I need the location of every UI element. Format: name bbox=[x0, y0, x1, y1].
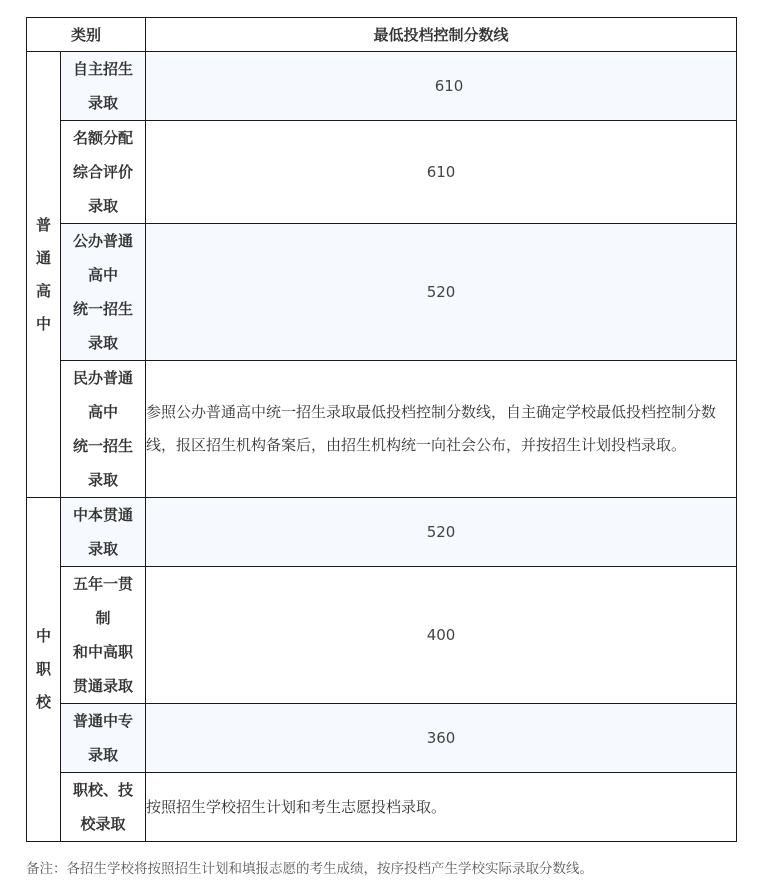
table-row bbox=[27, 121, 737, 224]
row-description: 参照公办普通高中统一招生录取最低投档控制分数线，自主确定学校最低投档控制分数线，报区招生机构备案后，由招生机构统一向社会公布，并按招生计划投档录取。 bbox=[146, 361, 737, 498]
row-type: 普通中专 录取 bbox=[61, 704, 146, 773]
header-category: 类别 bbox=[27, 18, 146, 52]
row-type: 自主招生 录取 bbox=[61, 52, 146, 121]
footnote: 备注：各招生学校将按照招生计划和填报志愿的考生成绩，按序投档产生学校实际录取分数线。 bbox=[26, 861, 593, 877]
admission-score-table bbox=[26, 17, 737, 842]
group-vocational-school bbox=[27, 498, 61, 842]
table-row bbox=[27, 361, 737, 498]
row-score: 360 bbox=[146, 704, 737, 773]
group-general-high-school bbox=[27, 52, 61, 498]
table-row bbox=[27, 498, 737, 567]
table-row bbox=[27, 224, 737, 361]
row-score: 400 bbox=[146, 567, 737, 704]
group-label: 中职校 bbox=[35, 627, 51, 711]
row-score: 610 bbox=[146, 52, 737, 121]
row-type: 五年一贯 制 和中高职 贯通录取 bbox=[61, 567, 146, 704]
row-score: 520 bbox=[146, 224, 737, 361]
row-type: 公办普通 高中 统一招生 录取 bbox=[61, 224, 146, 361]
row-description: 按照招生学校招生计划和考生志愿投档录取。 bbox=[146, 773, 737, 842]
row-type: 职校、技 校录取 bbox=[61, 773, 146, 842]
row-score: 610 bbox=[146, 121, 737, 224]
row-type: 民办普通 高中 统一招生 录取 bbox=[61, 361, 146, 498]
row-score: 520 bbox=[146, 498, 737, 567]
row-type: 名额分配 综合评价 录取 bbox=[61, 121, 146, 224]
table-row bbox=[27, 773, 737, 842]
table-row bbox=[27, 567, 737, 704]
table-header-row bbox=[27, 18, 737, 52]
table-row bbox=[27, 704, 737, 773]
row-type: 中本贯通 录取 bbox=[61, 498, 146, 567]
header-min-score: 最低投档控制分数线 bbox=[146, 18, 737, 52]
table-row bbox=[27, 52, 737, 121]
group-label: 普通高中 bbox=[35, 215, 51, 333]
